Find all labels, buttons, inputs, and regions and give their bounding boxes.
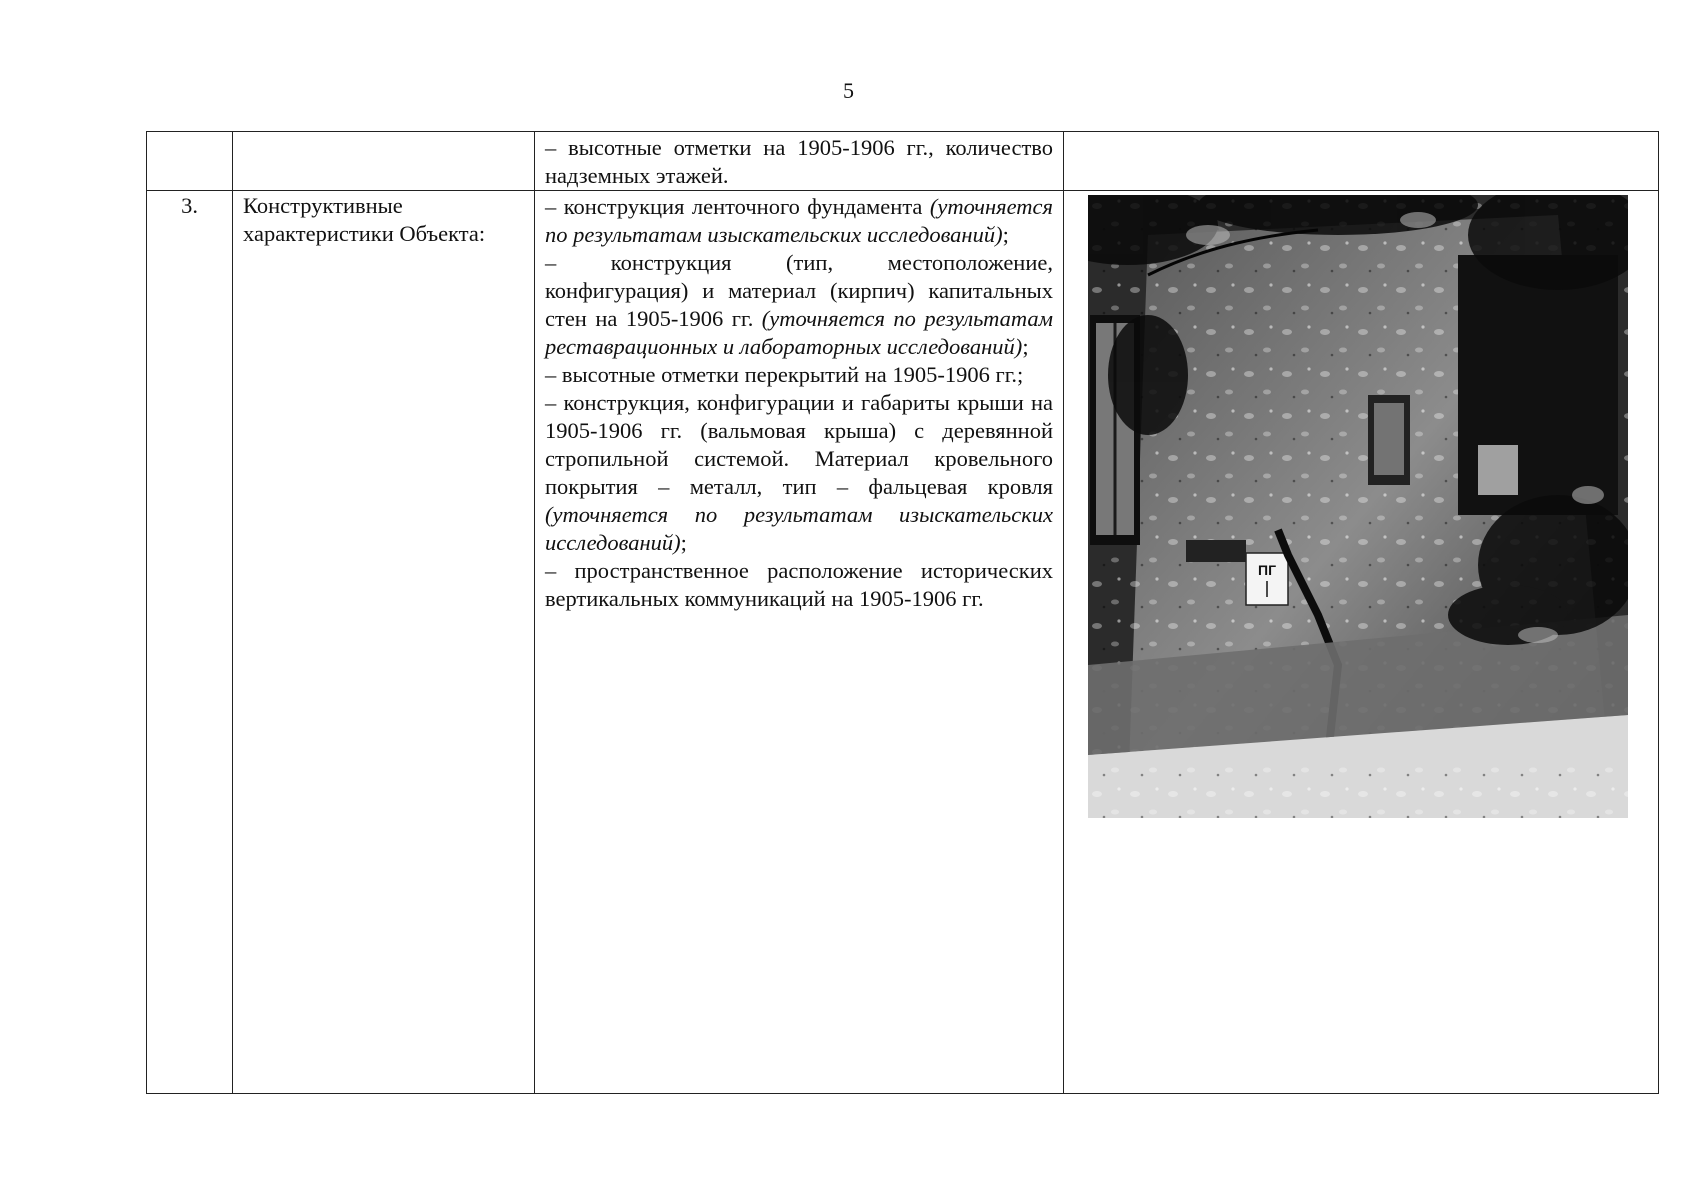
page-number: 5 [843,78,854,103]
number-cell [147,191,233,1094]
row-title: Конструктивные характеристики Объекта: [243,193,486,246]
building-facade-photo [1088,195,1628,818]
note-italic: (уточняется по результатам изыскательских исследований) [545,502,1053,555]
list-item: – конструкция ленточного фундамента (уточняется по результатам изыскательских исследований); [545,194,1053,247]
table-row [147,191,1659,1094]
table-row [147,132,1659,191]
photo-cell [1064,132,1659,191]
hydrant-sign-label: ПГ [1258,562,1276,578]
object-characteristics-table [146,131,1659,1094]
description-cell [535,132,1064,191]
note-italic: (уточняется по результатам изыскательских исследований) [545,194,1053,247]
list-item: – пространственное расположение исторических вертикальных коммуникаций на 1905-1906 гг. [545,558,1053,611]
row-number: 3. [181,193,198,218]
photo-cell [1064,191,1659,1094]
list-item: – высотные отметки перекрытий на 1905-1906 гг.; [545,362,1024,387]
number-cell [147,132,233,191]
title-cell [233,191,535,1094]
note-italic: (уточняется по результатам реставрационных и лабораторных исследований) [545,306,1053,359]
description-cell [535,191,1064,1094]
continuation-text: – высотные отметки на 1905-1906 гг., количество надземных этажей. [545,135,1053,188]
list-item: – конструкция, конфигурации и габариты крыши на 1905-1906 гг. (вальмовая крыша) с деревянной стропильной системой. Материал кровельного покрытия – металл, тип – фальцевая кровля (уточняется по результатам изыскательских исследований); [545,390,1053,555]
list-item: – конструкция (тип, местоположение, конфигурация) и материал (кирпич) капитальных стен на 1905-1906 гг. (уточняется по результатам реставрационных и лабораторных исследований); [545,250,1053,359]
title-cell [233,132,535,191]
